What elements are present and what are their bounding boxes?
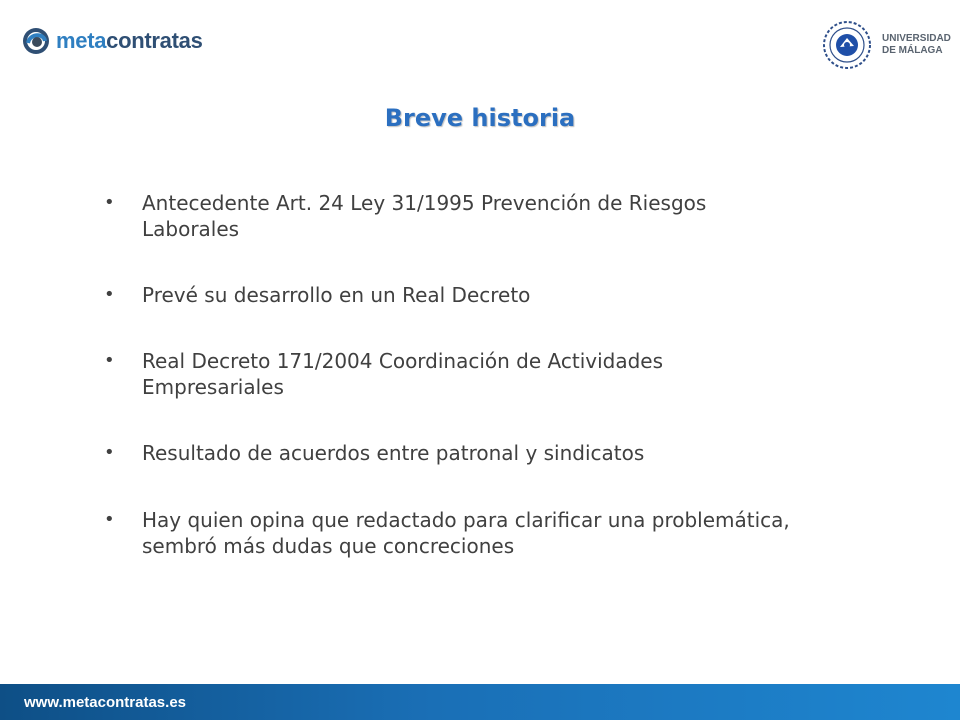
- bullet-dot-icon: •: [104, 284, 115, 305]
- bullet-text: Antecedente Art. 24 Ley 31/1995 Prevención de Riesgos Laborales: [142, 191, 707, 241]
- metacontratas-logo: [22, 26, 203, 56]
- bullet-item: [104, 348, 804, 400]
- bullet-item: [104, 440, 804, 466]
- bullet-text: Hay quien opina que redactado para clarificar una problemática, sembró más dudas que concreciones: [142, 508, 790, 558]
- brand-suffix: contratas: [106, 28, 203, 53]
- bullet-item: [104, 282, 804, 308]
- bullet-item: [104, 507, 804, 559]
- university-logo: [822, 20, 951, 70]
- bullet-item: [104, 190, 804, 242]
- bullet-dot-icon: •: [104, 192, 115, 213]
- slide-title: Breve historia: [384, 104, 576, 132]
- bullet-dot-icon: •: [104, 509, 115, 530]
- brand-wordmark: [56, 30, 203, 52]
- footer-bar: [0, 684, 960, 720]
- bullet-text: Prevé su desarrollo en un Real Decreto: [142, 283, 531, 307]
- university-name: [882, 33, 951, 57]
- bullet-text: Real Decreto 171/2004 Coordinación de Actividades Empresariales: [142, 349, 664, 399]
- university-line-1: UNIVERSIDAD: [882, 33, 951, 44]
- footer-url[interactable]: www.metacontratas.es: [24, 694, 187, 711]
- bullet-text: Resultado de acuerdos entre patronal y sindicatos: [142, 441, 645, 465]
- bullet-dot-icon: •: [104, 442, 115, 463]
- bullet-dot-icon: •: [104, 350, 115, 371]
- bullet-list: [104, 190, 804, 559]
- brand-prefix: meta: [56, 28, 107, 53]
- metacontratas-swirl-logo-icon: [22, 27, 50, 55]
- university-line-2: DE MÁLAGA: [882, 45, 943, 56]
- university-seal-icon: [822, 20, 872, 70]
